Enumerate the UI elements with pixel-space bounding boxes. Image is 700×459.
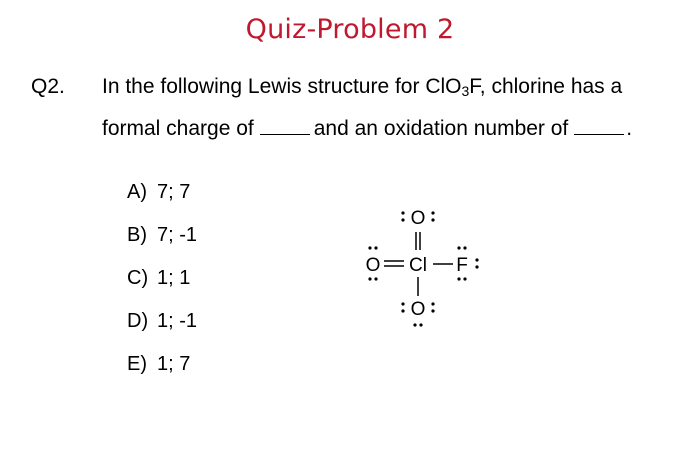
lone-pair-dot (431, 218, 434, 221)
question-end-period: . (626, 117, 633, 140)
lone-pair-dot (475, 258, 478, 261)
question-line-2 (102, 117, 632, 141)
question-number: Q2. (31, 75, 65, 98)
lewis-structure-diagram (356, 195, 506, 345)
lone-pair-dot (431, 309, 434, 312)
lone-pair-dot (401, 218, 404, 221)
atom-top-oxygen: O (410, 208, 426, 229)
option-c[interactable] (127, 266, 197, 309)
lone-pair-dot (457, 246, 460, 249)
option-e[interactable] (127, 352, 197, 395)
option-letter: A) (127, 181, 147, 203)
atom-right-fluorine: F (456, 255, 468, 276)
option-letter: E) (127, 353, 147, 375)
question-text-end: F, chlorine has a (469, 75, 623, 98)
lone-pair-dot (463, 277, 466, 280)
option-text: 1; -1 (157, 310, 198, 332)
lone-pair-dot (368, 246, 371, 249)
formula-subscript: 3 (461, 83, 470, 99)
option-letter: C) (127, 267, 149, 289)
option-text: 7; -1 (157, 224, 198, 246)
lone-pair-dot (368, 277, 371, 280)
lone-pair-dot (419, 323, 422, 326)
atom-bottom-oxygen: O (410, 299, 426, 320)
lone-pair-dot (457, 277, 460, 280)
lone-pair-dot (413, 323, 416, 326)
lone-pair-dot (475, 265, 478, 268)
lone-pair-dot (374, 246, 377, 249)
option-text: 1; 7 (157, 353, 191, 375)
option-d[interactable] (127, 309, 197, 352)
formal-charge-label: formal charge of (102, 117, 254, 140)
lone-pair-dot (463, 246, 466, 249)
atom-left-oxygen: O (365, 255, 381, 276)
option-text: 1; 1 (157, 267, 191, 289)
option-letter: D) (127, 310, 149, 332)
oxidation-number-blank (574, 118, 624, 135)
page-title: Quiz-Problem 2 (245, 14, 455, 45)
lone-pair-dot (374, 277, 377, 280)
option-letter: B) (127, 224, 147, 246)
formal-charge-blank (260, 118, 310, 135)
answer-options (127, 180, 197, 395)
option-a[interactable] (127, 180, 197, 223)
atom-center-chlorine: Cl (409, 255, 427, 276)
question-text-start: In the following Lewis structure for ClO (102, 75, 462, 98)
option-b[interactable] (127, 223, 197, 266)
lone-pair-dot (431, 211, 434, 214)
option-text: 7; 7 (157, 181, 191, 203)
lone-pair-dot (401, 309, 404, 312)
lone-pair-dot (431, 302, 434, 305)
lone-pair-dot (401, 211, 404, 214)
oxidation-number-label: and an oxidation number of (313, 117, 569, 140)
question-line-1 (102, 75, 622, 99)
lone-pair-dot (401, 302, 404, 305)
